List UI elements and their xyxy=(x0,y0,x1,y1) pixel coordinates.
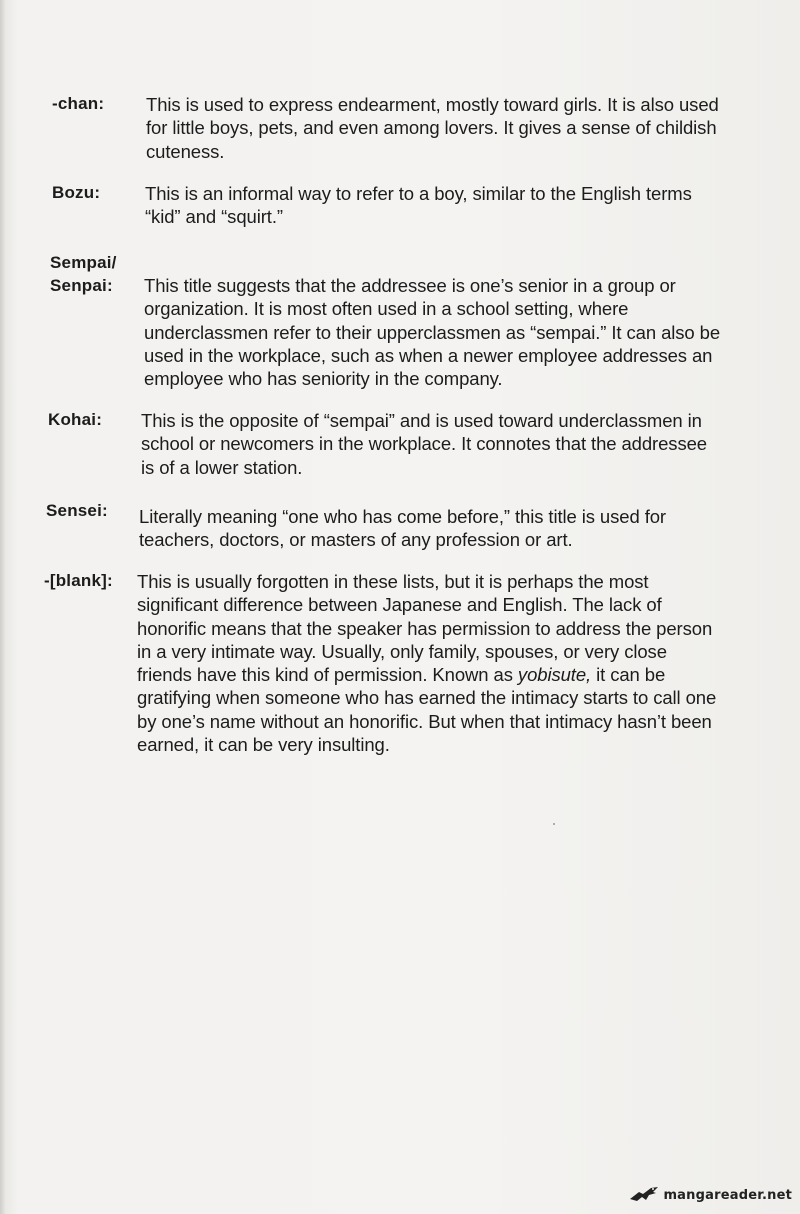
page-speck xyxy=(553,823,555,825)
term-kohai: Kohai: xyxy=(48,410,103,429)
term-sempai: Sempai/ Senpai: xyxy=(50,253,117,295)
term-blank: -[blank]: xyxy=(44,571,113,590)
definition-blank-part-2: it can be gratifying when someone who has earned the intimacy starts to call one by one’s name without an honorific. But when that intimacy hasn’t been earned, it can be very insulting. xyxy=(137,664,717,756)
watermark[interactable] xyxy=(629,1186,792,1204)
definition-kohai: This is the opposite of “sempai” and is used toward underclassmen in school or newcomers in the workplace. It connotes that the addressee is of a lower station. xyxy=(141,410,707,478)
definition-blank-emphasis: yobisute, xyxy=(517,664,592,686)
definition-sensei: Literally meaning “one who has come before,” this title is used for teachers, doctors, or masters of any profession or art. xyxy=(139,506,666,551)
definition-blank xyxy=(137,570,719,756)
term-chan: -chan: xyxy=(52,94,105,113)
definition-blank-part-1: This is usually forgotten in these lists, but it is perhaps the most significant difference between Japanese and English. The lack of honorific means that the speaker has permission to address the person in a very intimate way. Usually, only family, spouses, or very close friends have this kind of permission. Known as xyxy=(137,571,713,686)
definition-bozu: This is an informal way to refer to a boy, similar to the English terms “kid” and “squirt.” xyxy=(145,183,692,228)
page-spine-shadow xyxy=(0,0,6,1214)
definition-chan: This is used to express endearment, mostly toward girls. It is also used for little boys, pets, and even among lovers. It gives a sense of childish cuteness. xyxy=(146,94,719,162)
watermark-text: mangareader.net xyxy=(663,1187,792,1203)
term-sensei: Sensei: xyxy=(46,501,108,520)
definition-sempai: This title suggests that the addressee is one’s senior in a group or organization. It is most often used in a school setting, where underclassmen refer to their upperclassmen as “sempai.” It can also be used in the workplace, such as when a newer employee addresses an employee who has seniority in the company. xyxy=(144,275,721,390)
term-bozu: Bozu: xyxy=(52,183,101,202)
bird-logo-icon xyxy=(629,1186,659,1204)
